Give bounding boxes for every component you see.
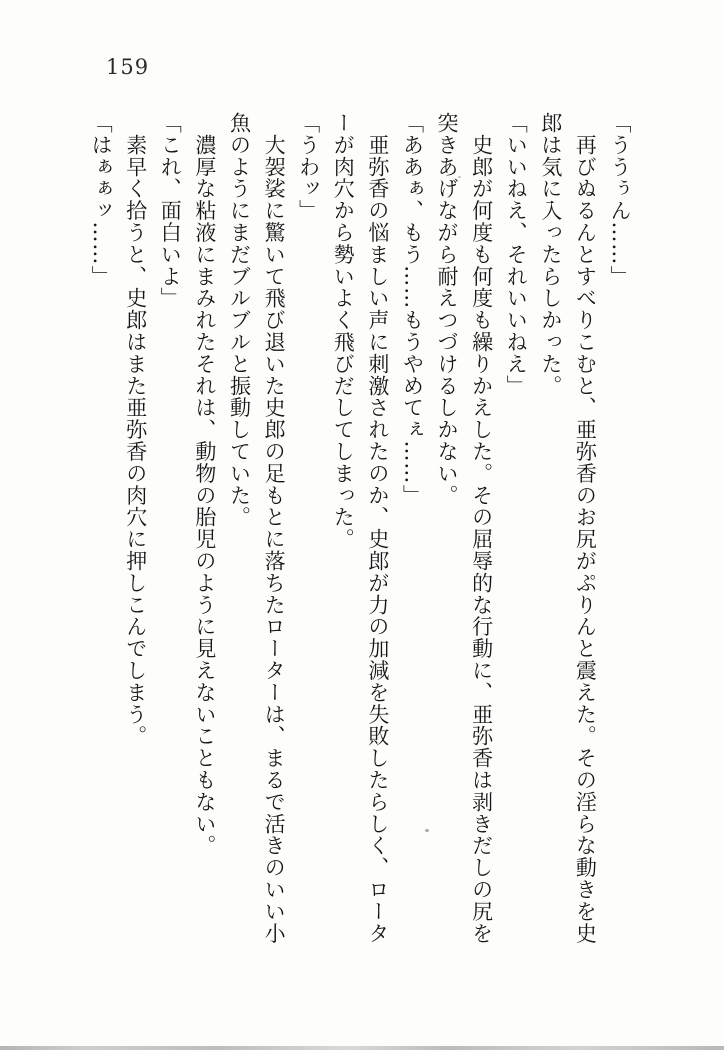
text-line: ーが肉穴から勢いよく飛びだしてしまった。 xyxy=(331,112,356,550)
text-line: 濃厚な粘液にまみれたそれは、動物の胎児のように見えないこともない。 xyxy=(192,112,217,857)
text-line: 亜弥香の悩ましい声に刺激されたのか、史郎が力の加減を失敗したらしく、ロータ xyxy=(365,112,390,945)
text-line: 「いいねえ、それいいねえ」 xyxy=(504,112,529,397)
text-line: 「これ、面白いよ」 xyxy=(158,112,183,310)
scan-speck xyxy=(425,829,429,832)
text-line: 郎は気に入ったらしかった。 xyxy=(538,112,563,397)
text-line: 大袈裟に驚いて飛び退いた史郎の足もとに落ちたローターは、まるで活きのいい小 xyxy=(262,112,287,945)
text-line: 史郎が何度も何度も繰りかえした。その屈辱的な行動に、亜弥香は剥きだしの尻を xyxy=(469,112,494,945)
scan-edge-artifact xyxy=(0,1046,724,1050)
text-line: 「ああぁ、もう……もうやめてぇ……」 xyxy=(400,112,425,507)
text-line: 「はぁぁッ……」 xyxy=(89,112,114,288)
page-number: 159 xyxy=(106,55,150,79)
text-line: 突きあげながら耐えつづけるしかない。 xyxy=(435,112,460,507)
page-text-block xyxy=(84,112,638,948)
text-line: 素早く拾うと、史郎はまた亜弥香の肉穴に押しこんでしまう。 xyxy=(123,112,148,748)
text-line: 再びぬるんとすべりこむと、亜弥香のお尻がぷりんと震えた。その淫らな動きを史 xyxy=(573,112,598,945)
text-line: 「ううぅん……」 xyxy=(608,112,632,288)
text-line: 「うわッ」 xyxy=(296,112,321,222)
scan-speck xyxy=(458,176,461,178)
text-line: 魚のようにまだブルブルと振動していた。 xyxy=(227,112,252,529)
